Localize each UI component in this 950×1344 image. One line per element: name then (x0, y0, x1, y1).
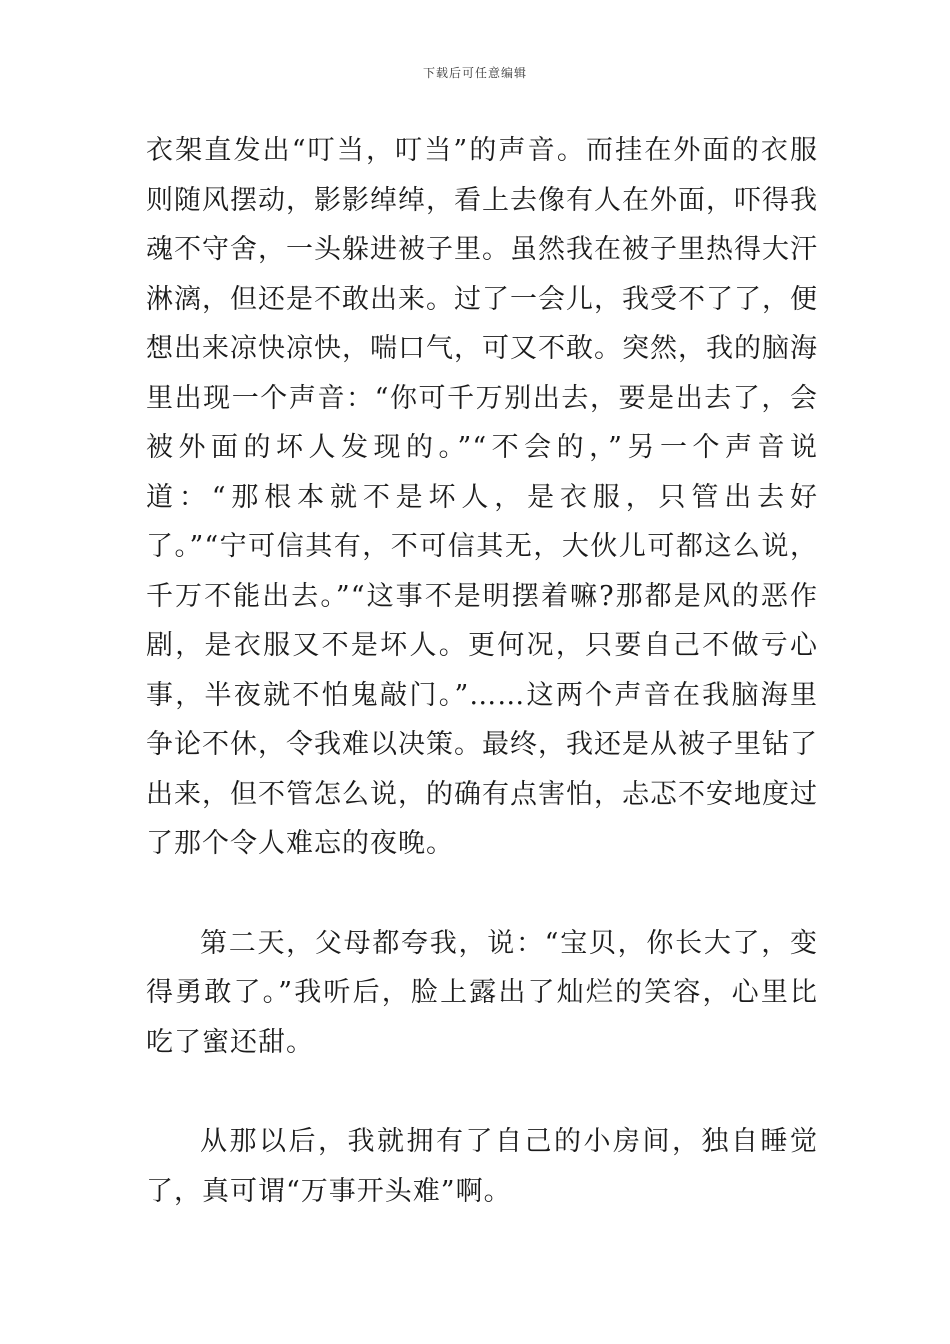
page-header: 下载后可任意编辑 (422, 66, 527, 80)
paragraph-2: 第二天，父母都夸我，说：“宝贝，你长大了，变得勇敢了。”我听后，脸上露出了灿烂的笑容，心里比吃了蜜还甜。 (146, 927, 818, 1058)
paragraph-3: 从那以后，我就拥有了自己的小房间，独自睡觉了，真可谓“万事开头难”啊。 (146, 1126, 818, 1207)
document-body (146, 126, 818, 1216)
paragraph-1: 衣架直发出“叮当，叮当”的声音。而挂在外面的衣服则随风摆动，影影绰绰，看上去像有人在外面，吓得我魂不守舍，一头躲进被子里。虽然我在被子里热得大汗淋漓，但还是不敢出来。过了一会儿，我受不了了，便想出来凉快凉快，喘口气，可又不敢。突然，我的脑海里出现一个声音：“你可千万别出去，要是出去了，会被外面的坏人发现的。”“不会的，”另一个声音说道：“那根本就不是坏人，是衣服，只管出去好了。”“宁可信其有，不可信其无，大伙儿可都这么说，千万不能出去。”“这事不是明摆着嘛?那都是风的恶作剧，是衣服又不是坏人。更何况，只要自己不做亏心事，半夜就不怕鬼敲门。”……这两个声音在我脑海里争论不休，令我难以决策。最终，我还是从被子里钻了出来，但不管怎么说，的确有点害怕，忐忑不安地度过了那个令人难忘的夜晚。 (146, 135, 818, 859)
